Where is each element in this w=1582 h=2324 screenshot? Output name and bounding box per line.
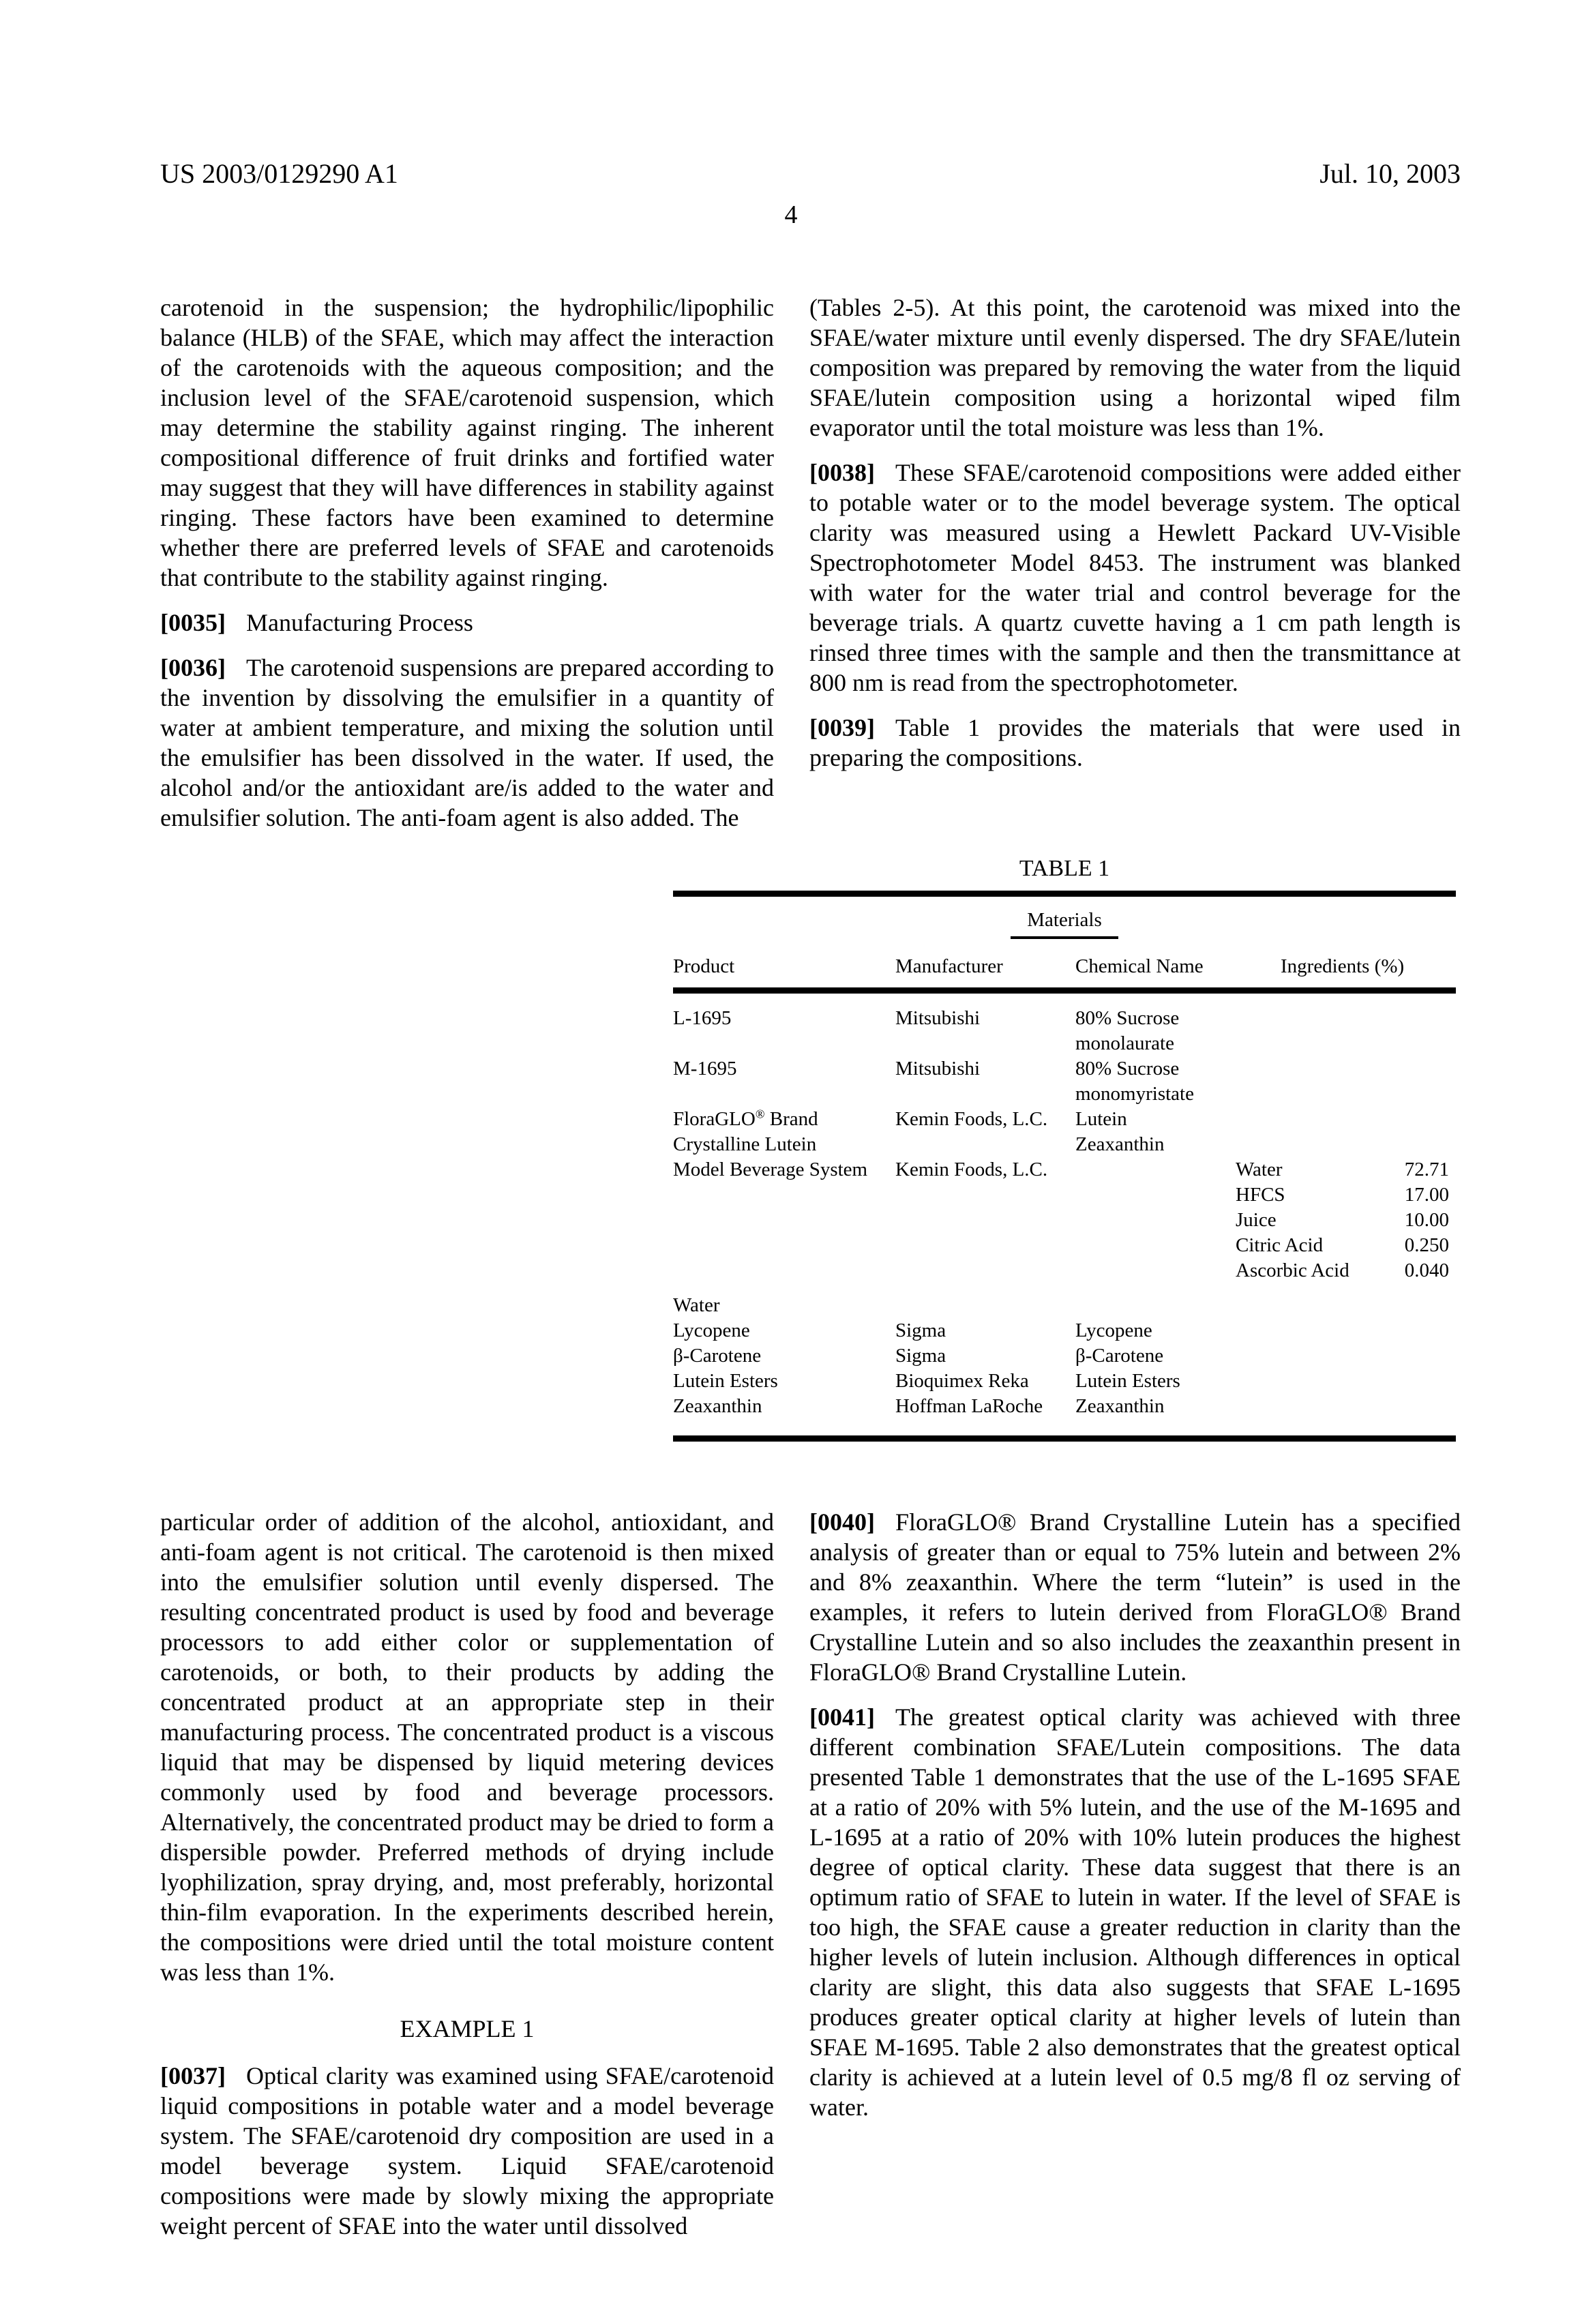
chemical-cell xyxy=(1075,1369,1236,1394)
paragraph-0038 xyxy=(809,458,1461,698)
table-subtitle: Materials xyxy=(1011,908,1118,939)
patent-number: US 2003/0129290 A1 xyxy=(160,158,398,189)
table-row xyxy=(673,1394,1456,1419)
registered-mark: ® xyxy=(755,1107,765,1121)
page-number: 4 xyxy=(784,200,798,229)
paragraph-0041-text: The greatest optical clarity was achieved with three different combination SFAE/Lutein compositions. The data presented Table 1 demonstrates that the use of the L-1695 SFAE at a ratio of 20% with 5% lutein, and the use of the M-1695 and L-1695 at a ratio of 20% with 10% lutein produces the highest degree of optical clarity. These data suggest that there is an optimum ratio of SFAE to lutein in water. If the level of SFAE is too high, the SFAE cause a greater reduction in clarity than the higher levels of lutein inclusion. Although differences in optical clarity are slight, this data also suggests that SFAE L-1695 produces greater optical clarity at higher levels of lutein than SFAE M-1695. Table 2 also demonstrates that the greatest optical clarity is achieved at a lutein level of 0.5 mg/8 fl oz serving of water. xyxy=(809,1703,1461,2121)
chemical-line: 80% Sucrose xyxy=(1075,1058,1180,1079)
chemical-cell xyxy=(1075,1394,1236,1419)
column-header-product: Product xyxy=(673,955,735,977)
column-header-chemical-name: Chemical Name xyxy=(1075,955,1204,977)
chemical-cell xyxy=(1075,1157,1236,1283)
paragraph-continued-lower: particular order of addition of the alcohol, antioxidant, and anti-foam agent is not critical. The carotenoid is then mixed into the emulsifier solution until evenly dispersed. The resulting concentrated product is used by food and beverage processors to add either color or supplementation of carotenoids, or both, to their products by adding the concentrated product at an appropriate step in their manufacturing process. The concentrated product is a viscous liquid that may be dispensed by liquid metering devices commonly used by food and beverage processors. Alternatively, the concentrated product may be dried to form a dispersible powder. Preferred methods of drying include lyophilization, spray drying, and, most preferably, horizontal thin-film evaporation. In the experiments described herein, the compositions were dried until the total moisture content was less than 1%. xyxy=(160,1508,774,1986)
paragraph-0038-tag: [0038] xyxy=(809,459,875,486)
ingredient-row xyxy=(1236,1233,1449,1258)
manufacturer-cell: Bioquimex Reka xyxy=(895,1370,1029,1392)
product-cell: Water xyxy=(673,1294,720,1316)
paragraph-0036-tag: [0036] xyxy=(160,654,226,681)
table-row xyxy=(673,1293,1456,1318)
ingredient-name: Juice xyxy=(1236,1209,1277,1231)
page-header xyxy=(0,0,1582,189)
paragraph-continued-right: (Tables 2-5). At this point, the carotenoid was mixed into the SFAE/water mixture until evenly dispersed. The dry SFAE/lutein composition was prepared by removing the water from the liquid SFAE/lutein composition using a horizontal wiped film evaporator until the total moisture was less than 1%. xyxy=(809,294,1461,441)
table-1 xyxy=(673,856,1456,1442)
ingredient-name: Citric Acid xyxy=(1236,1234,1324,1256)
manufacturer-cell xyxy=(895,1293,1075,1318)
ingredients-cell xyxy=(1236,1006,1456,1056)
chemical-cell xyxy=(1075,1006,1236,1056)
paragraph-0040 xyxy=(809,1507,1461,1687)
manufacturer-cell: Mitsubishi xyxy=(895,1058,981,1079)
paragraph-0036-text: The carotenoid suspensions are prepared according to the invention by dissolving the emulsifier in a quantity of water at ambient temperature, and mixing the solution until the emulsifier has been dissolved in the water. If used, the alcohol and/or the antioxidant are/is added to the water and emulsifier solution. The anti-foam agent is also added. The xyxy=(160,654,774,831)
paragraph-0035-tag: [0035] xyxy=(160,609,226,636)
product-cell: Zeaxanthin xyxy=(673,1395,762,1417)
chemical-line: β-Carotene xyxy=(1075,1345,1164,1367)
table-header-row xyxy=(673,954,1456,979)
paragraph-0039-text: Table 1 provides the materials that were used in preparing the compositions. xyxy=(809,714,1461,771)
ingredient-value: 0.250 xyxy=(1404,1234,1449,1256)
manufacturer-cell: Kemin Foods, L.C. xyxy=(895,1108,1048,1130)
chemical-cell xyxy=(1075,1293,1236,1318)
chemical-cell xyxy=(1075,1343,1236,1369)
paragraph-0038-text: These SFAE/carotenoid compositions were added either to potable water or to the model beverage system. The optical clarity was measured using a Hewlett Packard UV-Visible Spectrophotometer Model 8453. The instrument was blanked with water for the water trial and control beverage for the beverage trials. A quartz cuvette having a 1 cm path length is rinsed three times with the sample and then the transmittance at 800 nm is read from the spectrophotometer. xyxy=(809,459,1461,696)
right-column-lower xyxy=(809,1507,1461,2241)
column-header-manufacturer: Manufacturer xyxy=(895,955,1003,977)
product-cell: β-Carotene xyxy=(673,1345,762,1367)
ingredient-value: 72.71 xyxy=(1404,1159,1449,1180)
table-mid-rule xyxy=(673,987,1456,994)
left-column-lower xyxy=(160,1507,774,2241)
table-title: TABLE 1 xyxy=(1019,856,1110,881)
ingredient-row xyxy=(1236,1157,1449,1182)
example-1-heading: EXAMPLE 1 xyxy=(400,2015,535,2042)
publication-date: Jul. 10, 2003 xyxy=(1319,158,1461,189)
chemical-line: Lutein Esters xyxy=(1075,1370,1180,1392)
ingredients-cell xyxy=(1236,1343,1456,1369)
table-row xyxy=(673,1343,1456,1369)
product-line xyxy=(673,1107,889,1132)
chemical-line: monolaurate xyxy=(1075,1032,1174,1054)
manufacturer-cell: Mitsubishi xyxy=(895,1007,981,1029)
paragraph-0040-tag: [0040] xyxy=(809,1508,875,1536)
ingredient-name: Water xyxy=(1236,1159,1283,1180)
product-cell: L-1695 xyxy=(673,1007,732,1029)
table-bottom-rule xyxy=(673,1435,1456,1442)
product-brand-suffix: Brand xyxy=(764,1108,818,1130)
table-top-rule xyxy=(673,891,1456,897)
ingredient-row xyxy=(1236,1182,1449,1208)
product-cell: Model Beverage System xyxy=(673,1159,868,1180)
chemical-line: Lycopene xyxy=(1075,1320,1152,1341)
ingredients-cell xyxy=(1236,1157,1456,1283)
table-row xyxy=(673,1056,1456,1107)
paragraph-0039 xyxy=(809,713,1461,773)
paragraph-0037 xyxy=(160,2061,774,2241)
chemical-line: Zeaxanthin xyxy=(1075,1395,1165,1417)
chemical-cell xyxy=(1075,1107,1236,1157)
ingredient-name: HFCS xyxy=(1236,1184,1285,1206)
table-row xyxy=(673,1107,1456,1157)
paragraph-0037-tag: [0037] xyxy=(160,2062,226,2089)
lower-text-band xyxy=(0,1507,1582,2241)
paragraph-0036 xyxy=(160,653,774,833)
ingredient-value: 0.040 xyxy=(1404,1260,1449,1281)
chemical-cell xyxy=(1075,1056,1236,1107)
chemical-line: 80% Sucrose xyxy=(1075,1007,1180,1029)
ingredients-cell xyxy=(1236,1369,1456,1394)
manufacturer-cell: Kemin Foods, L.C. xyxy=(895,1159,1048,1180)
table-row xyxy=(673,1157,1456,1283)
manufacturer-cell: Hoffman LaRoche xyxy=(895,1395,1043,1417)
chemical-line: monomyristate xyxy=(1075,1083,1194,1105)
upper-text-band xyxy=(0,293,1582,833)
table-body xyxy=(673,994,1456,1435)
chemical-line: Zeaxanthin xyxy=(1075,1133,1165,1155)
product-cell xyxy=(673,1107,895,1157)
product-brand: FloraGLO xyxy=(673,1108,756,1130)
ingredient-value: 10.00 xyxy=(1404,1209,1449,1231)
chemical-cell xyxy=(1075,1318,1236,1343)
paragraph-continued: carotenoid in the suspension; the hydrophilic/lipophilic balance (HLB) of the SFAE, which may affect the interaction of the carotenoids with the aqueous composition; and the inclusion level of the SFAE/carotenoid suspension, which may determine the stability against ringing. The inherent compositional difference of fruit drinks and fortified water may suggest that they will have differences in stability against ringing. These factors have been examined to determine whether there are preferred levels of SFAE and carotenoids that contribute to the stability against ringing. xyxy=(160,294,774,591)
chemical-line: Lutein xyxy=(1075,1108,1127,1130)
ingredient-row xyxy=(1236,1208,1449,1233)
ingredient-row xyxy=(1236,1258,1449,1283)
product-line: Crystalline Lutein xyxy=(673,1133,817,1155)
manufacturer-cell: Sigma xyxy=(895,1320,946,1341)
paragraph-0041-tag: [0041] xyxy=(809,1703,875,1731)
table-subtitle-wrap xyxy=(673,908,1456,939)
ingredients-cell xyxy=(1236,1056,1456,1107)
paragraph-0035-text: Manufacturing Process xyxy=(245,609,473,636)
paragraph-0037-text: Optical clarity was examined using SFAE/carotenoid liquid compositions in potable water and a model beverage system. The SFAE/carotenoid dry composition are used in a model beverage system. Liquid SFAE/carotenoid compositions were made by slowly mixing the appropriate weight percent of SFAE into the water until dissolved xyxy=(160,2062,774,2239)
ingredients-cell xyxy=(1236,1394,1456,1419)
product-cell: Lycopene xyxy=(673,1320,750,1341)
column-header-ingredients: Ingredients (%) xyxy=(1281,955,1405,977)
right-column-upper xyxy=(809,293,1461,833)
product-cell: M-1695 xyxy=(673,1058,737,1079)
manufacturer-cell: Sigma xyxy=(895,1345,946,1367)
ingredient-value: 17.00 xyxy=(1404,1184,1449,1206)
table-row xyxy=(673,1369,1456,1394)
paragraph-0035 xyxy=(160,608,774,638)
left-column-upper xyxy=(160,293,774,833)
paragraph-0041 xyxy=(809,1702,1461,2122)
ingredients-cell xyxy=(1236,1318,1456,1343)
ingredients-cell xyxy=(1236,1107,1456,1157)
ingredient-name: Ascorbic Acid xyxy=(1236,1260,1349,1281)
paragraph-0039-tag: [0039] xyxy=(809,714,875,741)
table-row xyxy=(673,1318,1456,1343)
product-cell: Lutein Esters xyxy=(673,1370,778,1392)
paragraph-0040-text: FloraGLO® Brand Crystalline Lutein has a specified analysis of greater than or equal to 75% lutein and between 2% and 8% zeaxanthin. Where the term “lutein” is used in the examples, it refers to lutein derived from FloraGLO® Brand Crystalline Lutein and so also includes the zeaxanthin present in FloraGLO® Brand Crystalline Lutein. xyxy=(809,1508,1461,1686)
table-row xyxy=(673,1006,1456,1056)
ingredients-cell xyxy=(1236,1293,1456,1318)
